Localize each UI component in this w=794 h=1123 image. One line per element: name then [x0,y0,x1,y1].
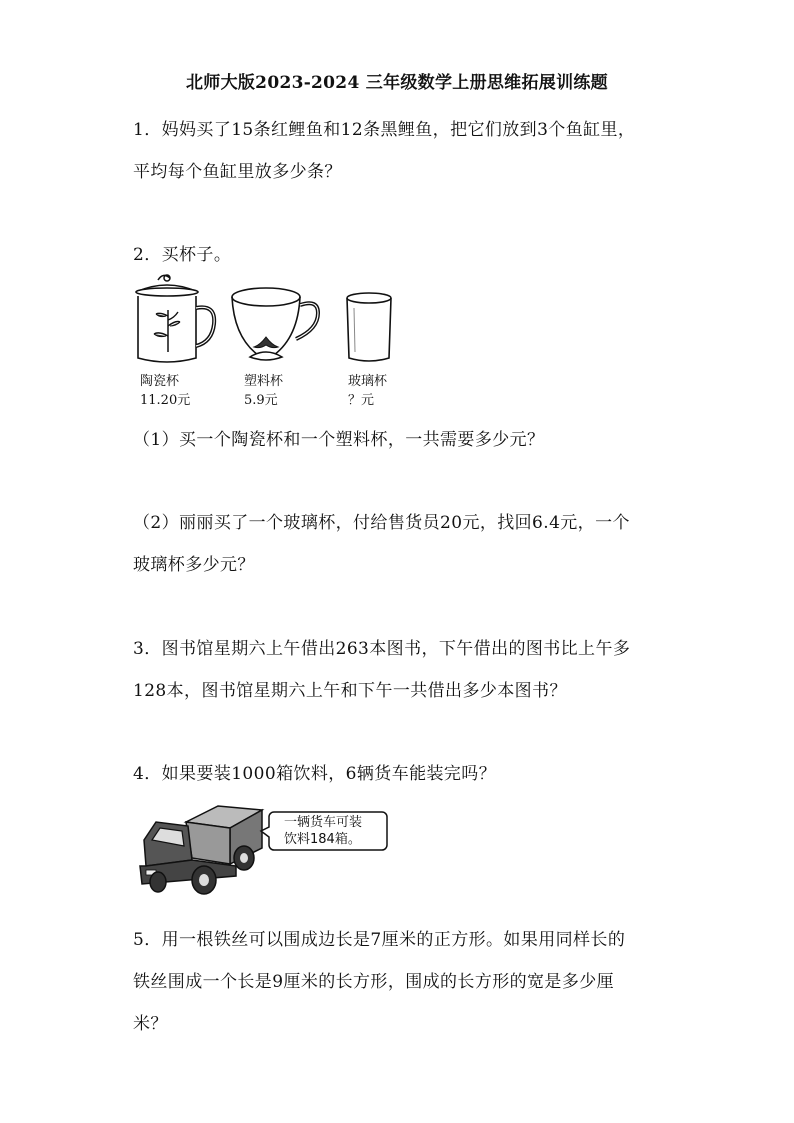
question-2-heading: 2．买杯子。 [133,245,232,265]
question-2-sub-1: （1）买一个陶瓷杯和一个塑料杯，一共需要多少元？ [133,430,545,450]
glass-cup-price: ？元 [348,393,375,408]
ceramic-cup-price: 11.20元 [140,393,191,408]
question-3-line-2: 128本，图书馆星期六上午和下午一共借出多少本图书？ [133,681,567,701]
ceramic-cup-name: 陶瓷杯 [140,374,180,389]
question-2-sub-2-line-1: （2）丽丽买了一个玻璃杯，付给售货员20元，找回6.4元，一个 [133,513,630,533]
plastic-cup-price: 5.9元 [244,393,278,408]
question-2-sub-2-line-2: 玻璃杯多少元？ [133,555,255,575]
plastic-cup-label [244,372,283,410]
question-3-line-1: 3．图书馆星期六上午借出263本图书，下午借出的图书比上午多 [133,639,631,659]
truck-speech-bubble [284,814,362,848]
question-1-line-2: 平均每个鱼缸里放多少条？ [133,162,342,182]
glass-cup-label [348,372,387,410]
plastic-cup-name: 塑料杯 [244,374,284,389]
question-1-line-1: 1．妈妈买了15条红鲤鱼和12条黑鲤鱼，把它们放到3个鱼缸里， [133,120,636,140]
bubble-line-1: 一辆货车可装 [284,815,363,830]
bubble-line-2: 饮料184箱。 [284,832,361,847]
ceramic-cup-icon [130,270,220,368]
ceramic-cup-label [140,372,190,410]
page-title: 北师大版2023-2024 三年级数学上册思维拓展训练题 [185,73,608,93]
question-4-line-1: 4．如果要装1000箱饮料，6辆货车能装完吗？ [133,764,497,784]
question-5-line-2: 铁丝围成一个长是9厘米的长方形，围成的长方形的宽是多少厘 [133,972,615,992]
question-5-line-1: 5．用一根铁丝可以围成边长是7厘米的正方形。如果用同样长的 [133,930,626,950]
question-5-line-3: 米？ [133,1014,168,1034]
glass-cup-icon [342,290,398,366]
glass-cup-name: 玻璃杯 [348,374,388,389]
plastic-cup-icon [228,285,320,365]
